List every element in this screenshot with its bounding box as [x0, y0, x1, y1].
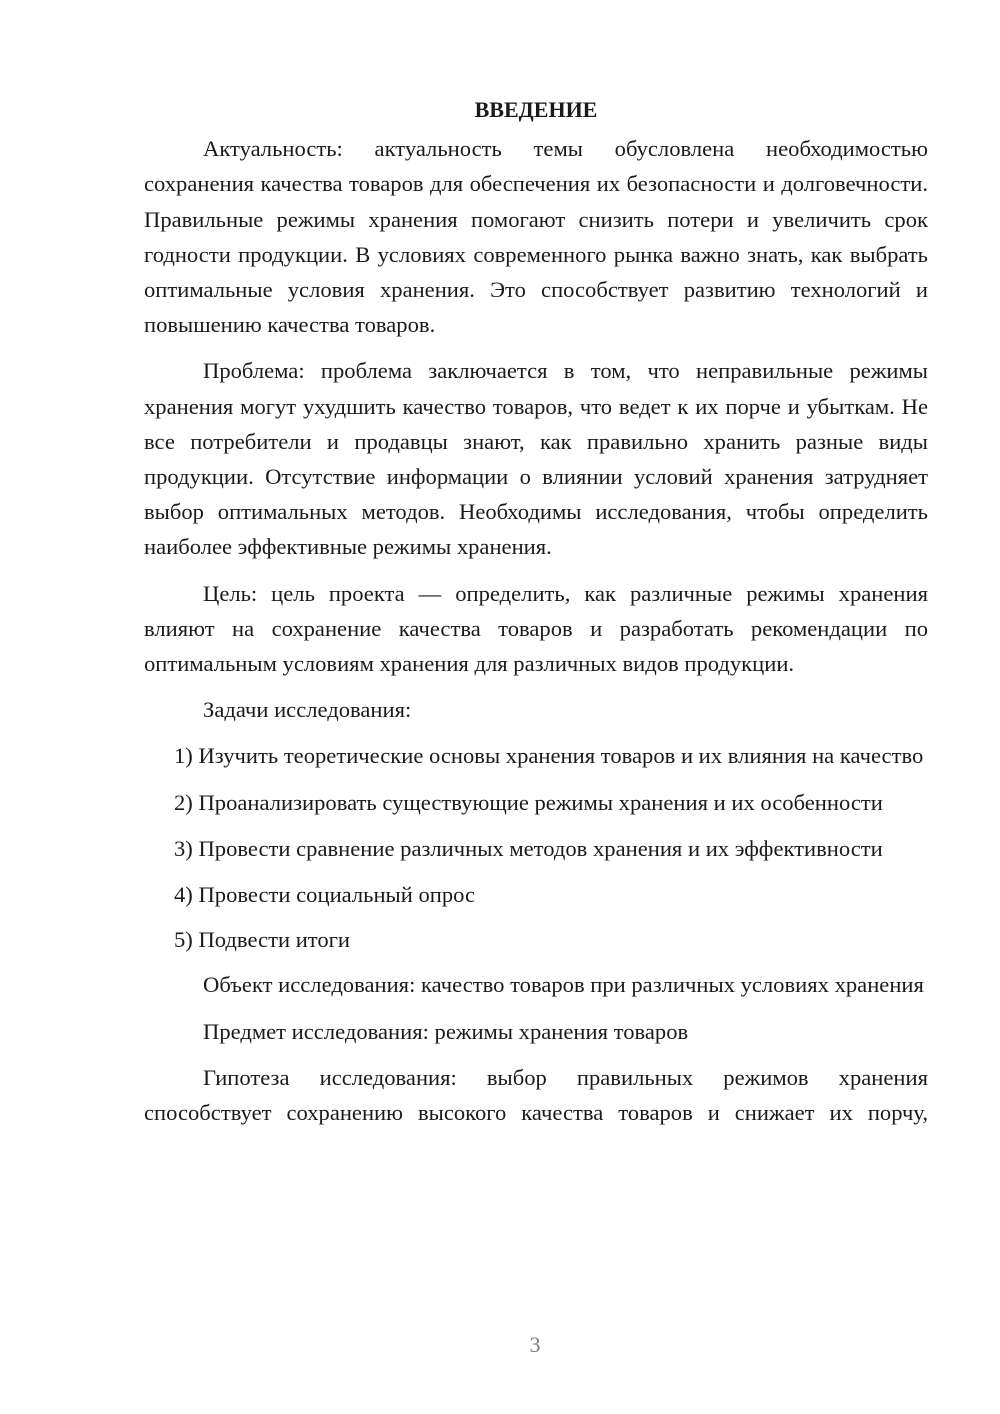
task-item: 3) Провести сравнение различных методов хранения и их эффективности	[174, 835, 883, 861]
subject-paragraph: Предмет исследования: режимы хранения товаров	[203, 1018, 689, 1044]
problem-paragraph: Проблема: проблема заключается в том, что неправильные режимы хранения могут ухудшить качество товаров, что ведет к их порче и убыткам. Не все потребители и продавцы знают, как правильно хранить разные виды продукции. Отсутствие информации о влиянии условий хранения затрудняет выбор оптимальных методов. Необходимы исследования, чтобы определить наиболее эффективные режимы хранения.	[144, 358, 928, 560]
page-number: 3	[529, 1332, 541, 1357]
task-item: 5) Подвести итоги	[174, 927, 351, 953]
document-page	[144, 92, 928, 1130]
task-item: 1) Изучить теоретические основы хранения товаров и их влияния на качество	[174, 743, 924, 769]
tasks-heading: Задачи исследования:	[203, 697, 412, 723]
task-item: 4) Провести социальный опрос	[174, 882, 476, 908]
task-item: 2) Проанализировать существующие режимы хранения и их особенности	[174, 789, 883, 815]
object-paragraph: Объект исследования: качество товаров при различных условиях хранения	[203, 972, 924, 998]
hypothesis-paragraph: Гипотеза исследования: выбор правильных режимов хранения способствует сохранению высокого качества товаров и снижает их порчу,	[144, 1064, 928, 1126]
goal-paragraph: Цель: цель проекта — определить, как различные режимы хранения влияют на сохранение качества товаров и разработать рекомендации по оптимальным условиям хранения для различных видов продукции.	[144, 580, 928, 677]
page-title: ВВЕДЕНИЕ	[474, 97, 598, 122]
relevance-paragraph: Актуальность: актуальность темы обусловлена необходимостью сохранения качества товаров для обеспечения их безопасности и долговечности. Правильные режимы хранения помогают снизить потери и увеличить срок годности продукции. В условиях современного рынка важно знать, как выбрать оптимальные условия хранения. Это способствует развитию технологий и повышению качества товаров.	[144, 136, 928, 338]
